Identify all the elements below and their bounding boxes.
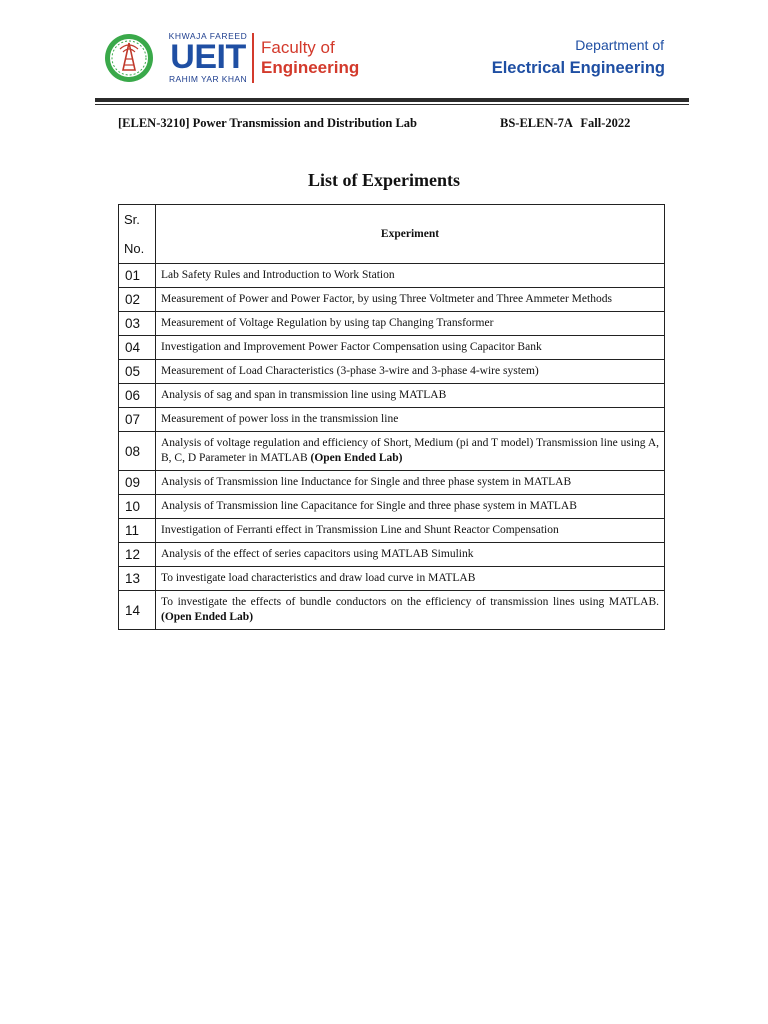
- experiment-number: 01: [119, 264, 156, 288]
- experiment-title: Analysis of voltage regulation and efficiency of Short, Medium (pi and T model) Transmission line using A, B, C, D Parameter in MATLAB: [161, 437, 659, 464]
- experiment-number: 08: [119, 432, 156, 471]
- logo-divider: [252, 33, 254, 83]
- course-program: BS-ELEN-7A: [500, 116, 573, 130]
- table-row: [119, 384, 665, 408]
- logo-top-text: KHWAJA FAREED: [168, 31, 248, 41]
- experiment-number: 11: [119, 519, 156, 543]
- experiment-description: [156, 471, 665, 495]
- sr-no-header-line1: Sr.: [124, 212, 140, 227]
- table-row: [119, 288, 665, 312]
- ueit-wordmark: [166, 31, 262, 87]
- experiment-description: [156, 495, 665, 519]
- table-row: [119, 264, 665, 288]
- experiment-number: 10: [119, 495, 156, 519]
- page-title: List of Experiments: [308, 170, 460, 190]
- course-title: [ELEN-3210] Power Transmission and Distribution Lab: [118, 116, 418, 130]
- table-row: [119, 591, 665, 630]
- experiment-title: Analysis of Transmission line Capacitance for Single and three phase system in MATLAB: [161, 500, 577, 512]
- experiment-number: 09: [119, 471, 156, 495]
- experiments-table-body: [119, 264, 665, 630]
- experiment-title: To investigate the effects of bundle conductors on the efficiency of transmission lines using MATLAB.: [161, 596, 659, 608]
- faculty-name: Engineering: [261, 58, 360, 77]
- table-row: [119, 408, 665, 432]
- experiment-description: [156, 408, 665, 432]
- table-row: [119, 360, 665, 384]
- experiment-title: Analysis of the effect of series capacitors using MATLAB Simulink: [161, 548, 474, 560]
- experiment-number: 07: [119, 408, 156, 432]
- table-row: [119, 432, 665, 471]
- experiment-title: Measurement of power loss in the transmission line: [161, 413, 399, 425]
- experiment-title: Analysis of Transmission line Inductance for Single and three phase system in MATLAB: [161, 476, 572, 488]
- table-row: [119, 471, 665, 495]
- university-seal-logo: [100, 32, 158, 84]
- table-row: [119, 312, 665, 336]
- table-row: [119, 519, 665, 543]
- course-program-semester: [500, 116, 630, 131]
- experiment-number: 03: [119, 312, 156, 336]
- experiment-number: 04: [119, 336, 156, 360]
- logo-bottom-text: RAHIM YAR KHAN: [168, 74, 248, 84]
- experiment-number: 05: [119, 360, 156, 384]
- experiment-title: Investigation and Improvement Power Factor Compensation using Capacitor Bank: [161, 341, 542, 353]
- department-name: Electrical Engineering: [491, 59, 665, 77]
- experiment-number: 02: [119, 288, 156, 312]
- experiment-number: 06: [119, 384, 156, 408]
- experiment-number: 14: [119, 591, 156, 630]
- experiment-title: Analysis of sag and span in transmission line using MATLAB: [161, 389, 447, 401]
- experiment-description: [156, 360, 665, 384]
- table-row: [119, 336, 665, 360]
- table-row: [119, 543, 665, 567]
- experiment-description: [156, 543, 665, 567]
- experiment-description: [156, 432, 665, 471]
- sr-no-header: [119, 205, 156, 264]
- table-row: [119, 495, 665, 519]
- table-header-row: [119, 205, 665, 264]
- experiment-title: Lab Safety Rules and Introduction to Work Station: [161, 269, 395, 281]
- course-semester: Fall-2022: [580, 116, 631, 130]
- department-label: Department of: [575, 37, 664, 53]
- logo-main-text: UEIT: [170, 38, 246, 76]
- experiment-description: [156, 336, 665, 360]
- experiments-table: [118, 204, 665, 630]
- experiment-description: [156, 312, 665, 336]
- experiment-description: [156, 384, 665, 408]
- experiment-description: [156, 591, 665, 630]
- table-row: [119, 567, 665, 591]
- experiment-title: To investigate load characteristics and draw load curve in MATLAB: [161, 572, 476, 584]
- experiment-title: Measurement of Load Characteristics (3-phase 3-wire and 3-phase 4-wire system): [161, 365, 539, 377]
- open-ended-lab-tag: (Open Ended Lab): [310, 452, 403, 464]
- experiment-number: 13: [119, 567, 156, 591]
- experiment-title: Measurement of Power and Power Factor, by using Three Voltmeter and Three Ammeter Methods: [161, 293, 612, 305]
- open-ended-lab-tag: (Open Ended Lab): [161, 611, 254, 623]
- experiment-description: [156, 264, 665, 288]
- experiment-title: Measurement of Voltage Regulation by using tap Changing Transformer: [161, 317, 494, 329]
- experiment-title: Investigation of Ferranti effect in Transmission Line and Shunt Reactor Compensation: [161, 524, 559, 536]
- experiment-description: [156, 567, 665, 591]
- faculty-label: Faculty of: [261, 38, 335, 57]
- experiment-header: Experiment: [156, 205, 665, 264]
- header-rule-thick: [95, 98, 689, 102]
- sr-no-header-line2: No.: [124, 241, 145, 256]
- header-rule-thin: [95, 104, 689, 105]
- experiment-description: [156, 519, 665, 543]
- experiment-number: 12: [119, 543, 156, 567]
- experiment-description: [156, 288, 665, 312]
